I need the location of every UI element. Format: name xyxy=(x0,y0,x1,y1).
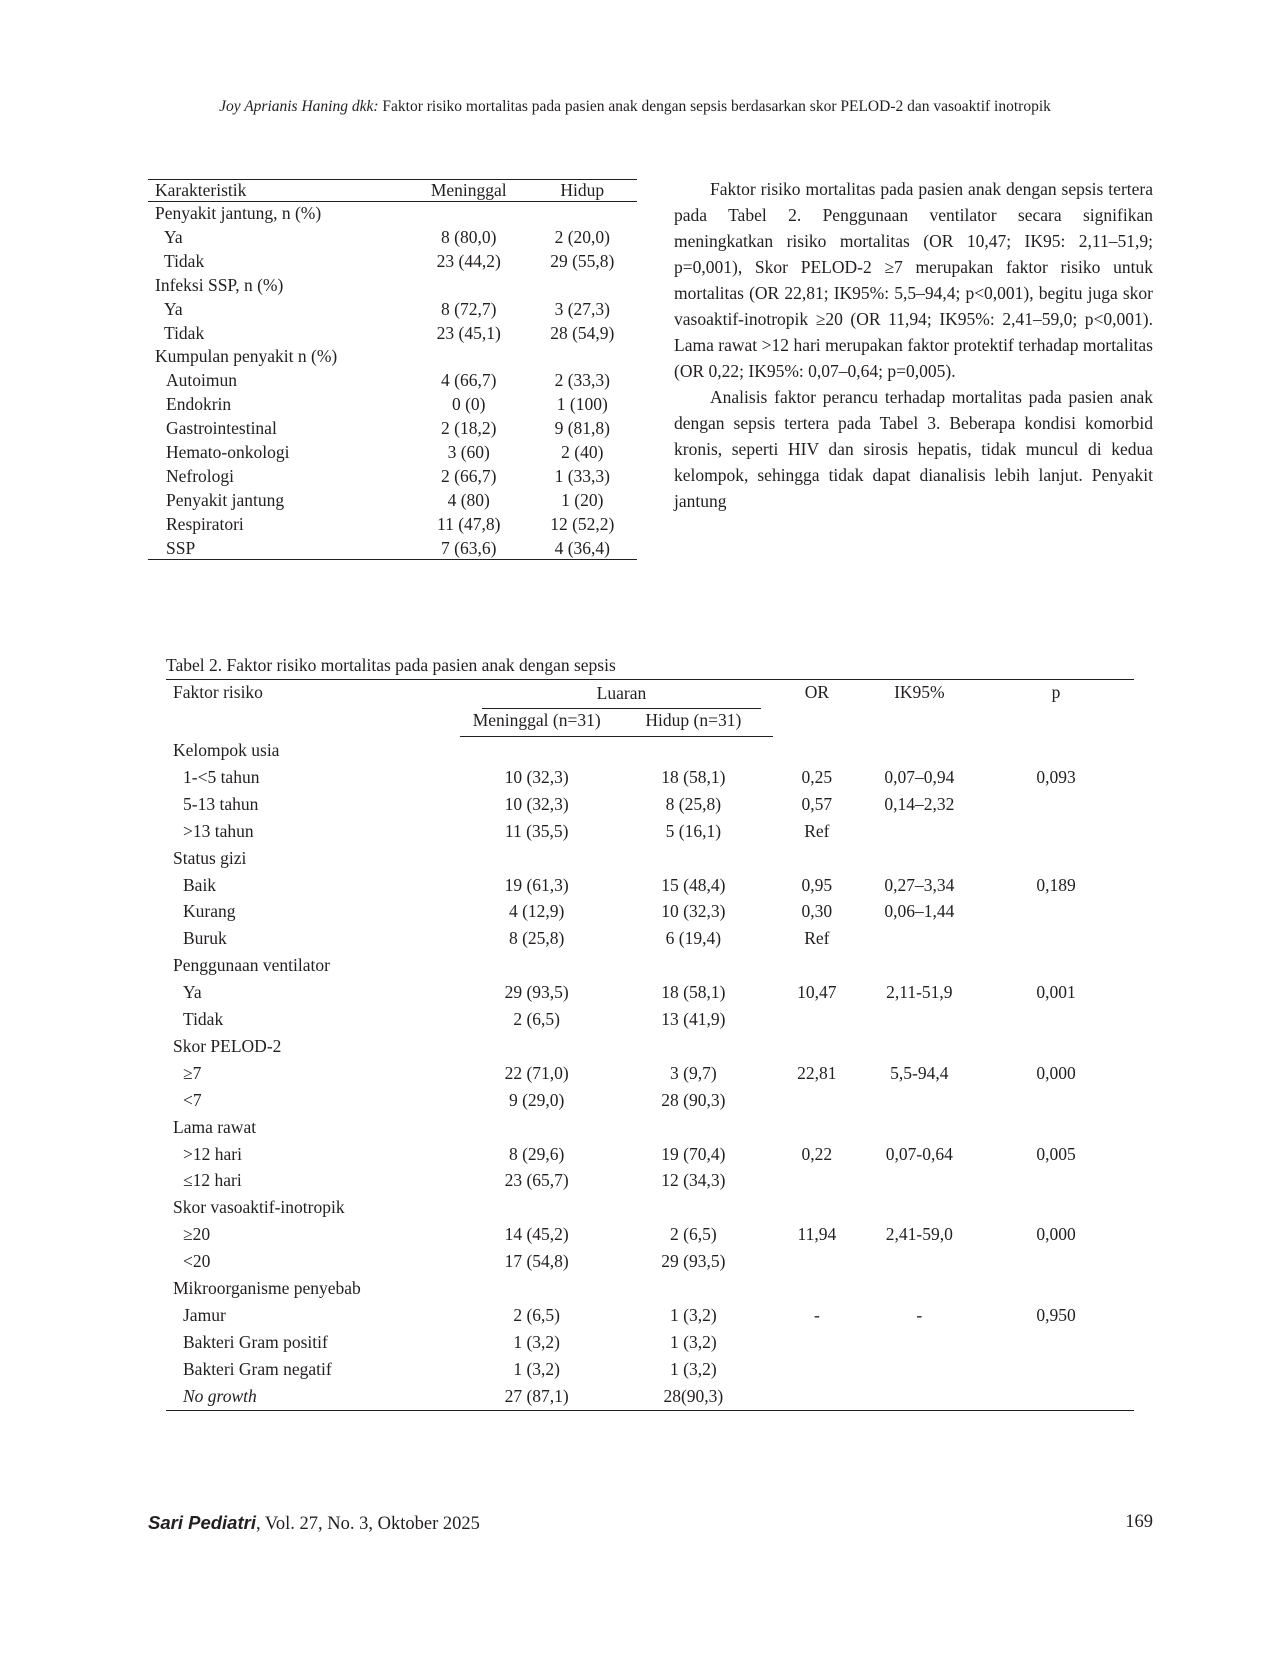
cell-meninggal xyxy=(460,1033,614,1060)
cell-ik95: 0,07–0,94 xyxy=(884,766,955,787)
table-row xyxy=(166,791,1134,818)
cell-ik95: 0,06–1,44 xyxy=(884,901,955,922)
table-row xyxy=(148,322,637,346)
row-label: <7 xyxy=(183,1089,202,1110)
table-header-row xyxy=(166,680,1134,711)
col-header-meninggal: Meninggal xyxy=(410,180,528,202)
cell-meninggal xyxy=(410,202,528,226)
header-title: Faktor risiko mortalitas pada pasien anak dengan sepsis berdasarkan skor PELOD-2 dan vasoaktif inotropik xyxy=(382,98,1051,115)
cell-p xyxy=(978,845,1134,872)
cell-hidup xyxy=(614,845,774,872)
cell-p xyxy=(978,818,1134,845)
cell-meninggal: 7 (63,6) xyxy=(410,537,528,560)
row-label: Gastrointestinal xyxy=(166,418,277,439)
row-label: Penyakit jantung, n (%) xyxy=(155,203,322,223)
row-label: Respiratori xyxy=(166,513,244,534)
row-label: Ya xyxy=(183,982,202,1003)
page-number: 169 xyxy=(1125,1512,1153,1532)
table-row xyxy=(166,1060,1134,1087)
col-header-luaran xyxy=(460,680,773,711)
cell-meninggal: 17 (54,8) xyxy=(504,1251,569,1272)
cell-meninggal: 9 (29,0) xyxy=(508,1089,565,1110)
cell-p xyxy=(978,1275,1134,1302)
cell-meninggal: 8 (29,6) xyxy=(508,1143,565,1164)
cell-hidup: 2 (6,5) xyxy=(670,1224,717,1245)
table-2-body xyxy=(166,737,1134,1411)
row-label: Penyakit jantung xyxy=(166,489,285,510)
cell-hidup: 1 (3,2) xyxy=(670,1305,717,1326)
cell-ik95 xyxy=(861,845,978,872)
row-label: SSP xyxy=(148,537,410,560)
table-row xyxy=(148,489,637,513)
cell-meninggal: 23 (44,2) xyxy=(436,250,501,271)
cell-p: 0,093 xyxy=(1036,766,1076,787)
cell-or: 0,22 xyxy=(801,1143,833,1164)
col-header-karakteristik: Karakteristik xyxy=(148,180,410,202)
cell-hidup xyxy=(614,1194,774,1221)
cell-hidup: 18 (58,1) xyxy=(661,982,726,1003)
cell-hidup: 9 (81,8) xyxy=(554,418,610,439)
row-label: 1-<5 tahun xyxy=(183,766,260,787)
row-label: ≥20 xyxy=(183,1224,211,1245)
table-row xyxy=(166,1141,1134,1168)
cell-hidup: 1 (3,2) xyxy=(670,1358,717,1379)
row-label: Lama rawat xyxy=(173,1116,257,1137)
cell-hidup xyxy=(614,952,774,979)
table-row xyxy=(148,465,637,489)
cell-hidup: 10 (32,3) xyxy=(661,901,726,922)
table-row xyxy=(166,1356,1134,1383)
row-label: Bakteri Gram negatif xyxy=(183,1358,332,1379)
cell-ik95 xyxy=(861,1194,978,1221)
table-1-continuation xyxy=(148,179,637,560)
cell-meninggal: 11 (47,8) xyxy=(436,513,501,534)
cell-p xyxy=(978,1383,1134,1410)
running-header xyxy=(0,98,1270,116)
cell-hidup: 3 (27,3) xyxy=(554,298,610,319)
row-label: Ya xyxy=(164,226,183,247)
cell-ik95 xyxy=(861,952,978,979)
table-row xyxy=(166,1087,1134,1114)
cell-p xyxy=(978,1114,1134,1141)
cell-or: Ref xyxy=(804,820,830,841)
cell-hidup: 28 (90,3) xyxy=(661,1089,726,1110)
cell-ik95: - xyxy=(916,1305,923,1326)
cell-ik95: 2,11-51,9 xyxy=(886,982,953,1003)
cell-ik95 xyxy=(861,1114,978,1141)
table-row xyxy=(148,417,637,441)
cell-or xyxy=(773,1006,860,1033)
table-row xyxy=(166,1114,1134,1141)
table-row xyxy=(148,441,637,465)
cell-hidup: 5 (16,1) xyxy=(665,820,722,841)
cell-p xyxy=(978,791,1134,818)
cell-hidup: 12 (34,3) xyxy=(661,1170,726,1191)
cell-hidup xyxy=(614,1033,774,1060)
cell-hidup: 18 (58,1) xyxy=(661,766,726,787)
cell-meninggal: 23 (65,7) xyxy=(504,1170,569,1191)
cell-or xyxy=(773,1356,860,1383)
cell-hidup: 4 (36,4) xyxy=(528,537,637,560)
cell-or xyxy=(773,1275,860,1302)
row-label: Skor vasoaktif-inotropik xyxy=(173,1197,345,1218)
cell-or: 0,25 xyxy=(801,766,833,787)
cell-or xyxy=(773,1383,860,1410)
cell-meninggal: 4 (12,9) xyxy=(508,901,565,922)
row-label: <20 xyxy=(183,1251,211,1272)
cell-p: 0,189 xyxy=(1036,874,1076,895)
row-label: Tidak xyxy=(183,1009,224,1030)
cell-hidup: 13 (41,9) xyxy=(661,1009,726,1030)
cell-or xyxy=(773,1114,860,1141)
cell-meninggal: 1 (3,2) xyxy=(513,1358,560,1379)
table-2 xyxy=(166,679,1134,1411)
cell-meninggal: 2 (66,7) xyxy=(441,465,497,486)
cell-p: 0,001 xyxy=(1036,982,1076,1003)
cell-ik95 xyxy=(861,1248,978,1275)
col-header-ik95: IK95% xyxy=(861,680,978,737)
body-paragraph: Analisis faktor perancu terhadap mortalitas pada pasien anak dengan sepsis tertera pada Tabel 3. Beberapa kondisi komorbid kronis, seperti HIV dan sirosis hepatis, tidak muncul di kedua kelompok, sehingga tidak dapat dianalisis lebih lanjut. Penyakit jantung xyxy=(674,387,1153,511)
cell-p xyxy=(978,1087,1134,1114)
cell-meninggal xyxy=(460,845,614,872)
cell-or: 10,47 xyxy=(797,982,837,1003)
cell-or: 0,57 xyxy=(801,793,833,814)
row-label: ≥7 xyxy=(183,1062,202,1083)
cell-meninggal: 2 (6,5) xyxy=(513,1009,560,1030)
cell-p xyxy=(978,1248,1134,1275)
cell-p: 0,000 xyxy=(1036,1224,1076,1245)
cell-ik95 xyxy=(861,1167,978,1194)
cell-hidup: 1 (33,3) xyxy=(554,465,610,486)
row-label: Autoimun xyxy=(166,370,237,391)
row-label: Tidak xyxy=(164,322,205,343)
row-label: ≤12 hari xyxy=(183,1170,242,1191)
cell-hidup: 28(90,3) xyxy=(614,1383,774,1410)
table-row xyxy=(166,1194,1134,1221)
table-row xyxy=(166,1221,1134,1248)
table-row xyxy=(148,369,637,393)
row-label: Infeksi SSP, n (%) xyxy=(155,274,284,295)
cell-ik95 xyxy=(861,1329,978,1356)
cell-or xyxy=(773,737,860,764)
cell-ik95 xyxy=(861,1275,978,1302)
cell-p xyxy=(978,952,1134,979)
table-row xyxy=(148,250,637,274)
cell-ik95: 0,07-0,64 xyxy=(885,1143,953,1164)
cell-ik95: 0,27–3,34 xyxy=(884,874,955,895)
cell-ik95 xyxy=(861,1356,978,1383)
table-row xyxy=(166,925,1134,952)
table-row xyxy=(148,274,637,298)
row-label: Kurang xyxy=(183,901,236,922)
row-label: Nefrologi xyxy=(166,465,235,486)
cell-ik95 xyxy=(861,1087,978,1114)
row-label: >13 tahun xyxy=(183,820,254,841)
cell-hidup: 29 (93,5) xyxy=(661,1251,726,1272)
table-row xyxy=(166,1329,1134,1356)
row-label: Penggunaan ventilator xyxy=(173,955,330,976)
cell-meninggal: 4 (80) xyxy=(447,489,490,510)
cell-meninggal: 4 (66,7) xyxy=(441,370,497,391)
cell-meninggal: 23 (45,1) xyxy=(436,322,501,343)
cell-p xyxy=(978,737,1134,764)
cell-p: 0,005 xyxy=(1036,1143,1076,1164)
cell-hidup xyxy=(614,1114,774,1141)
cell-or xyxy=(773,1194,860,1221)
row-label: 5-13 tahun xyxy=(183,793,259,814)
cell-or: 22,81 xyxy=(797,1062,837,1083)
cell-ik95 xyxy=(861,818,978,845)
cell-hidup: 6 (19,4) xyxy=(665,928,722,949)
cell-hidup: 1 (3,2) xyxy=(670,1331,717,1352)
cell-meninggal xyxy=(460,737,614,764)
cell-meninggal: 11 (35,5) xyxy=(504,820,569,841)
table-row xyxy=(166,952,1134,979)
cell-or: 0,95 xyxy=(801,874,833,895)
cell-p xyxy=(978,1006,1134,1033)
cell-p xyxy=(978,1194,1134,1221)
row-label: Tidak xyxy=(164,250,205,271)
cell-or: 0,30 xyxy=(801,901,833,922)
cell-hidup: 3 (9,7) xyxy=(670,1062,717,1083)
table-row xyxy=(166,1275,1134,1302)
cell-meninggal: 1 (3,2) xyxy=(513,1331,560,1352)
row-label: Skor PELOD-2 xyxy=(173,1035,282,1056)
cell-meninggal: 19 (61,3) xyxy=(504,874,569,895)
table-row xyxy=(166,1248,1134,1275)
cell-p xyxy=(978,1329,1134,1356)
cell-ik95 xyxy=(861,1383,978,1410)
cell-hidup xyxy=(528,345,637,369)
table-2-caption: Tabel 2. Faktor risiko mortalitas pada pasien anak dengan sepsis xyxy=(166,655,616,675)
table-row xyxy=(148,345,637,369)
cell-meninggal xyxy=(460,1194,614,1221)
table-row xyxy=(148,513,637,537)
cell-meninggal xyxy=(460,952,614,979)
cell-meninggal: 2 (18,2) xyxy=(441,418,497,439)
cell-hidup: 29 (55,8) xyxy=(550,250,615,271)
journal-name: Sari Pediatri xyxy=(148,1512,256,1533)
table-row xyxy=(166,979,1134,1006)
cell-hidup: 8 (25,8) xyxy=(665,793,722,814)
row-label: Kelompok usia xyxy=(173,739,280,760)
cell-meninggal: 0 (0) xyxy=(451,394,486,415)
cell-meninggal: 22 (71,0) xyxy=(504,1062,569,1083)
page-footer xyxy=(148,1512,1153,1535)
cell-meninggal xyxy=(410,345,528,369)
body-text-column xyxy=(674,176,1153,514)
cell-meninggal: 10 (32,3) xyxy=(504,793,569,814)
col-header-or: OR xyxy=(773,680,860,737)
table-row xyxy=(166,737,1134,764)
cell-or: 11,94 xyxy=(797,1224,837,1245)
cell-ik95 xyxy=(861,737,978,764)
cell-or xyxy=(773,1248,860,1275)
cell-p: 0,950 xyxy=(1036,1305,1076,1326)
cell-or xyxy=(773,1087,860,1114)
cell-hidup: 2 (20,0) xyxy=(554,226,610,247)
cell-ik95 xyxy=(861,1033,978,1060)
cell-hidup xyxy=(614,1275,774,1302)
cell-meninggal: 27 (87,1) xyxy=(460,1383,614,1410)
cell-hidup: 15 (48,4) xyxy=(661,874,726,895)
table-row xyxy=(166,872,1134,899)
table-row xyxy=(166,1033,1134,1060)
cell-p xyxy=(978,1356,1134,1383)
cell-hidup: 2 (40) xyxy=(561,442,604,463)
cell-meninggal xyxy=(410,274,528,298)
cell-ik95 xyxy=(861,1006,978,1033)
row-label: Endokrin xyxy=(166,394,232,415)
table-row xyxy=(166,764,1134,791)
table-row xyxy=(148,537,637,560)
row-label: No growth xyxy=(166,1383,460,1410)
row-label: Kumpulan penyakit n (%) xyxy=(155,346,338,367)
cell-ik95 xyxy=(861,925,978,952)
col-header-hidup: Hidup xyxy=(528,180,637,202)
table-row xyxy=(148,393,637,417)
cell-or xyxy=(773,1167,860,1194)
table-row xyxy=(166,1302,1134,1329)
cell-meninggal: 29 (93,5) xyxy=(504,982,569,1003)
row-label: Mikroorganisme penyebab xyxy=(173,1278,361,1299)
table-row xyxy=(148,226,637,250)
journal-issue: , Vol. 27, No. 3, Oktober 2025 xyxy=(255,1514,480,1534)
cell-p xyxy=(978,925,1134,952)
cell-hidup xyxy=(614,737,774,764)
cell-hidup: 1 (100) xyxy=(556,394,608,415)
cell-p xyxy=(978,1167,1134,1194)
col-header-faktor: Faktor risiko xyxy=(166,680,460,737)
col-header-hidup: Hidup (n=31) xyxy=(614,710,774,737)
cell-ik95: 2,41-59,0 xyxy=(885,1224,953,1245)
cell-hidup: 2 (33,3) xyxy=(554,370,610,391)
row-label: Status gizi xyxy=(173,847,247,868)
cell-meninggal: 8 (25,8) xyxy=(508,928,565,949)
table-row xyxy=(166,1006,1134,1033)
body-paragraph: Faktor risiko mortalitas pada pasien anak dengan sepsis tertera pada Tabel 2. Penggunaan ventilator secara signifikan meningkatkan risiko mortalitas (OR 10,47; IK95: 2,11–51,9; p=0,001), Skor PELOD-2 ≥7 merupakan faktor risiko untuk mortalitas (OR 22,81; IK95%: 5,5–94,4; p<0,001), begitu juga skor vasoaktif-inotropik ≥20 (OR 11,94; IK95%: 2,41–59,0; p<0,001). Lama rawat >12 hari merupakan faktor protektif terhadap mortalitas (OR 0,22; IK95%: 0,07–0,64; p=0,005). xyxy=(674,179,1153,381)
table-row xyxy=(166,1383,1134,1410)
cell-hidup: 12 (52,2) xyxy=(550,513,615,534)
cell-meninggal xyxy=(460,1114,614,1141)
header-authors: Joy Aprianis Haning dkk: xyxy=(219,98,379,115)
table-row xyxy=(148,202,637,226)
cell-or: - xyxy=(813,1305,820,1326)
cell-or xyxy=(773,952,860,979)
cell-hidup xyxy=(528,274,637,298)
table-row xyxy=(166,898,1134,925)
row-label: Hemato-onkologi xyxy=(166,442,290,463)
cell-meninggal: 3 (60) xyxy=(447,442,490,463)
table-row xyxy=(166,818,1134,845)
row-label: >12 hari xyxy=(183,1143,242,1164)
col-header-meninggal: Meninggal (n=31) xyxy=(460,710,614,737)
cell-or xyxy=(773,1329,860,1356)
cell-hidup: 1 (20) xyxy=(561,489,604,510)
cell-meninggal xyxy=(460,1275,614,1302)
row-label: Buruk xyxy=(183,928,227,949)
cell-ik95: 5,5-94,4 xyxy=(890,1062,949,1083)
row-label: Jamur xyxy=(183,1305,226,1326)
cell-or: Ref xyxy=(804,928,830,949)
table-row xyxy=(166,1167,1134,1194)
cell-ik95: 0,14–2,32 xyxy=(884,793,955,814)
cell-p xyxy=(978,1033,1134,1060)
row-label: Ya xyxy=(164,298,183,319)
cell-hidup: 28 (54,9) xyxy=(550,322,615,343)
cell-meninggal: 8 (72,7) xyxy=(441,298,497,319)
cell-hidup xyxy=(528,202,637,226)
cell-or xyxy=(773,1033,860,1060)
cell-meninggal: 2 (6,5) xyxy=(513,1305,560,1326)
table-row xyxy=(148,298,637,322)
col-header-p: p xyxy=(978,680,1134,737)
luaran-label: Luaran xyxy=(482,683,761,709)
row-label: Bakteri Gram positif xyxy=(183,1331,328,1352)
cell-p xyxy=(978,898,1134,925)
cell-p: 0,000 xyxy=(1036,1062,1076,1083)
cell-meninggal: 10 (32,3) xyxy=(504,766,569,787)
cell-meninggal: 14 (45,2) xyxy=(504,1224,569,1245)
cell-meninggal: 8 (80,0) xyxy=(441,226,497,247)
row-label: Baik xyxy=(183,874,217,895)
cell-or xyxy=(773,845,860,872)
table-row xyxy=(166,845,1134,872)
cell-hidup: 19 (70,4) xyxy=(661,1143,726,1164)
table-header-row xyxy=(148,180,637,202)
